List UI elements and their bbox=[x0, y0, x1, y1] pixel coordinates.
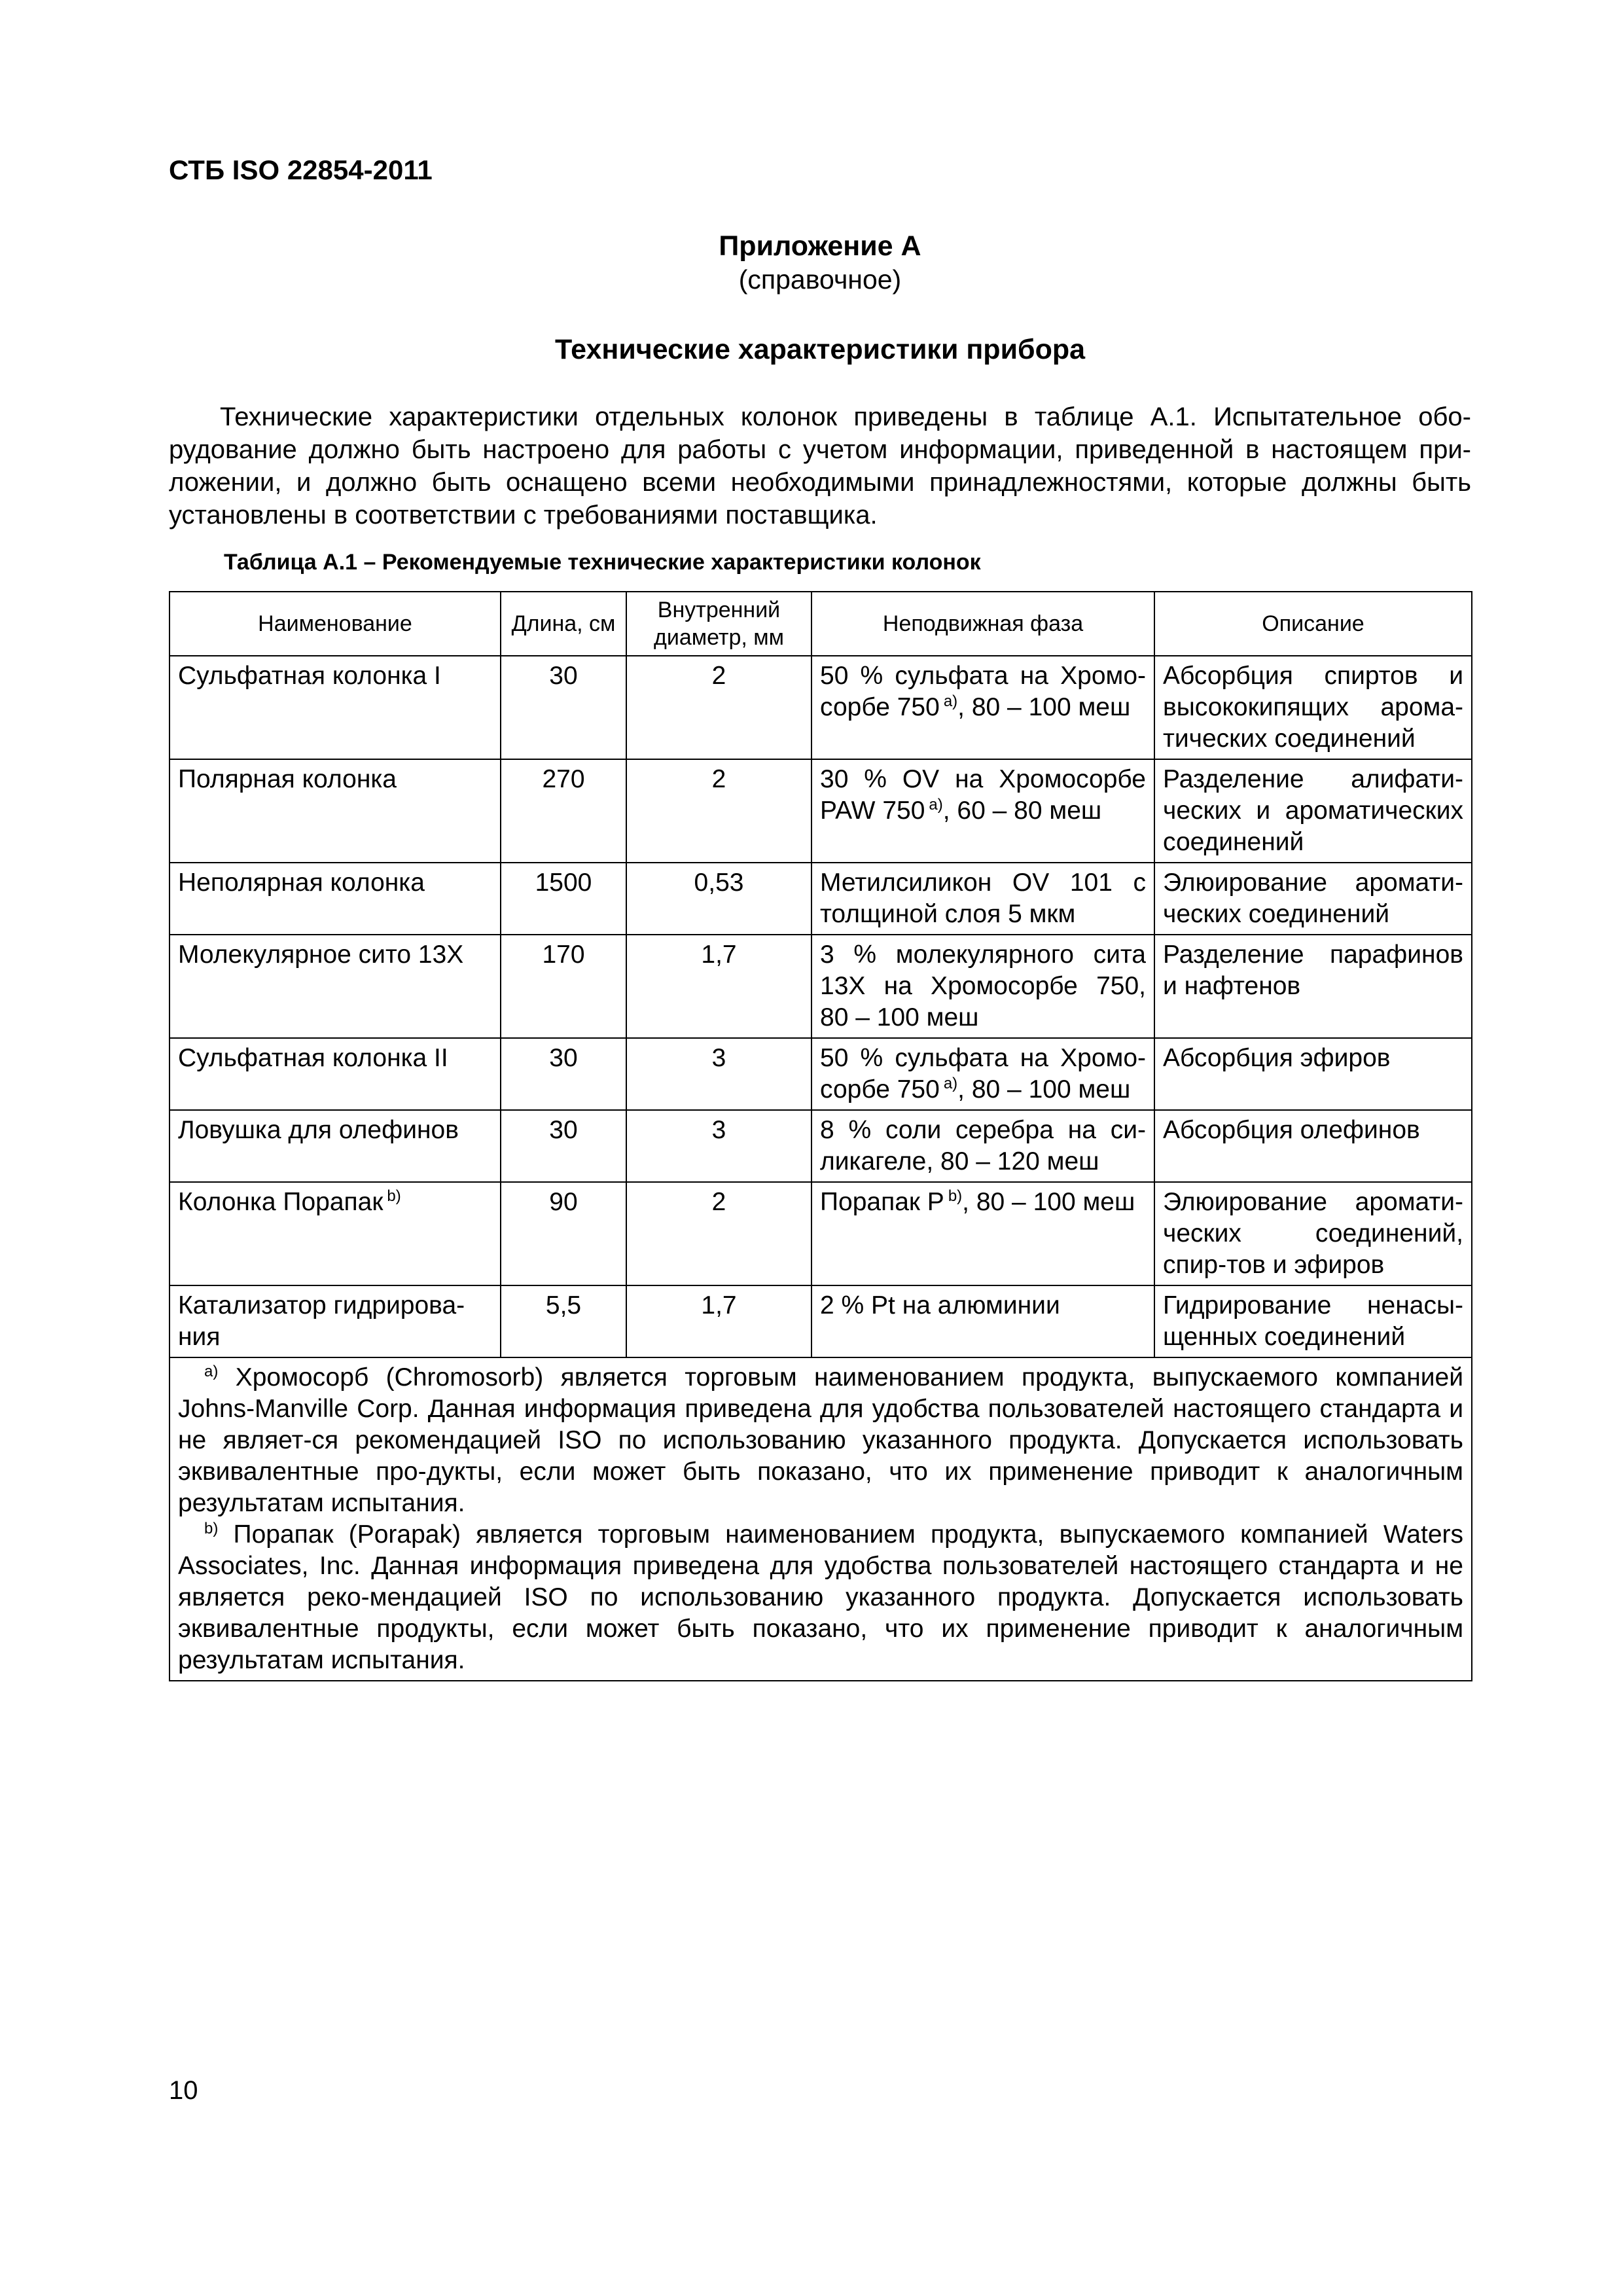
table-row bbox=[169, 1182, 1472, 1285]
section-title: Технические характеристики прибора bbox=[554, 334, 1086, 365]
cell-phase: Порапак P $^{b)}$, 80 – 100 меш bbox=[812, 1182, 1154, 1285]
note-b-text: Порапак (Porapak) является торговым наименованием продукта, выпускаемого компанией Waters Associates, Inc. Данная информация приведена для удобства пользователей настоящего стандарта и не является реко-мендацией ISO по использованию указанного продукта. Допускается использовать эквивалентные продукты, если может быть показано, что их применение приводит к аналогичным результатам испытания. bbox=[178, 1520, 1463, 1674]
table-notes bbox=[169, 1357, 1472, 1681]
table-header-row bbox=[169, 592, 1472, 656]
cell-description: Абсорбция эфиров bbox=[1154, 1038, 1472, 1110]
footnote-mark: a) bbox=[929, 796, 943, 814]
table-notes-row bbox=[169, 1357, 1472, 1681]
header-phase: Неподвижная фаза bbox=[812, 592, 1154, 656]
cell-length: 270 bbox=[501, 759, 626, 863]
cell-phase: 50 % сульфата на Хромо-сорбе 750 $^{a)}$, 80 – 100 меш bbox=[812, 1038, 1154, 1110]
table-body bbox=[169, 656, 1472, 1357]
cell-diameter: 2 bbox=[626, 1182, 812, 1285]
cell-name: Молекулярное сито 13X bbox=[169, 935, 501, 1038]
cell-length: 1500 bbox=[501, 863, 626, 935]
cell-length: 30 bbox=[501, 1110, 626, 1182]
cell-description: Разделение парафинов и нафтенов bbox=[1154, 935, 1472, 1038]
header-diameter: Внутренний диаметр, мм bbox=[626, 592, 812, 656]
footnote-mark: b) bbox=[948, 1187, 963, 1205]
cell-diameter: 2 bbox=[626, 656, 812, 759]
cell-description: Разделение алифати-ческих и ароматических соединений bbox=[1154, 759, 1472, 863]
table-row bbox=[169, 1285, 1472, 1357]
note-b bbox=[178, 1519, 1463, 1676]
cell-diameter: 3 bbox=[626, 1110, 812, 1182]
columns-spec-table bbox=[169, 591, 1472, 1681]
document-code: СТБ ISO 22854-2011 bbox=[169, 154, 433, 185]
cell-diameter: 1,7 bbox=[626, 935, 812, 1038]
cell-description: Элюирование аромати-ческих соединений bbox=[1154, 863, 1472, 935]
header-description: Описание bbox=[1154, 592, 1472, 656]
intro-line: Технические характеристики отдельных колонок приведены в таблице А.1. Испытательное обо- bbox=[220, 403, 1471, 431]
cell-phase: 3 % молекулярного сита 13X на Хромосорбе 750, 80 – 100 меш bbox=[812, 935, 1154, 1038]
cell-name: Полярная колонка bbox=[169, 759, 501, 863]
cell-name: Неполярная колонка bbox=[169, 863, 501, 935]
cell-name: Ловушка для олефинов bbox=[169, 1110, 501, 1182]
cell-length: 5,5 bbox=[501, 1285, 626, 1357]
intro-paragraph bbox=[169, 401, 1471, 531]
intro-line: установлены в соответствии с требованиями поставщика. bbox=[169, 501, 878, 529]
header-name: Наименование bbox=[169, 592, 501, 656]
intro-line: рудование должно быть настроено для работы с учетом информации, приведенной в настоящем при- bbox=[169, 435, 1471, 464]
cell-description: Гидрирование ненасы-щенных соединений bbox=[1154, 1285, 1472, 1357]
note-a bbox=[178, 1362, 1463, 1519]
cell-name: Колонка Порапак $^{b)}$ bbox=[169, 1182, 501, 1285]
cell-length: 90 bbox=[501, 1182, 626, 1285]
cell-name: Сульфатная колонка I bbox=[169, 656, 501, 759]
note-a-text: Хромосорб (Chromosorb) является торговым наименованием продукта, выпускаемого компанией Johns-Manville Corp. Данная информация приведена для удобства пользователей настоящего стандарта и не являет-ся рекомендацией ISO по использованию указанного продукта. Допускается использовать эквивалентные про-дукты, если может быть показано, что их применение приводит к аналогичным результатам испытания. bbox=[178, 1363, 1463, 1517]
annex-subtitle: (справочное) bbox=[738, 264, 902, 295]
table-row bbox=[169, 656, 1472, 759]
note-a-mark: a) bbox=[204, 1363, 219, 1380]
annex-title: Приложение А bbox=[719, 230, 921, 262]
footnote-mark: a) bbox=[943, 692, 958, 710]
cell-diameter: 3 bbox=[626, 1038, 812, 1110]
cell-diameter: 1,7 bbox=[626, 1285, 812, 1357]
table-row bbox=[169, 1110, 1472, 1182]
cell-name: Катализатор гидрирова-ния bbox=[169, 1285, 501, 1357]
cell-length: 30 bbox=[501, 656, 626, 759]
cell-phase: 30 % OV на Хромосорбе PAW 750 $^{a)}$, 60 – 80 меш bbox=[812, 759, 1154, 863]
note-b-mark: b) bbox=[204, 1520, 219, 1537]
cell-phase: 2 % Pt на алюминии bbox=[812, 1285, 1154, 1357]
intro-line: ложении, и должно быть оснащено всеми необходимыми принадлежностями, которые должны быть bbox=[169, 468, 1471, 497]
table-row bbox=[169, 759, 1472, 863]
cell-description: Элюирование аромати-ческих соединений, спир-тов и эфиров bbox=[1154, 1182, 1472, 1285]
cell-length: 170 bbox=[501, 935, 626, 1038]
cell-name: Сульфатная колонка II bbox=[169, 1038, 501, 1110]
cell-length: 30 bbox=[501, 1038, 626, 1110]
cell-diameter: 0,53 bbox=[626, 863, 812, 935]
cell-description: Абсорбция спиртов и высококипящих арома-тических соединений bbox=[1154, 656, 1472, 759]
table-row bbox=[169, 935, 1472, 1038]
page-number: 10 bbox=[169, 2076, 198, 2105]
cell-description: Абсорбция олефинов bbox=[1154, 1110, 1472, 1182]
table-row bbox=[169, 863, 1472, 935]
cell-phase: Метилсиликон OV 101 с толщиной слоя 5 мкм bbox=[812, 863, 1154, 935]
cell-phase: 8 % соли серебра на си-ликагеле, 80 – 120 меш bbox=[812, 1110, 1154, 1182]
footnote-mark: b) bbox=[387, 1187, 401, 1205]
header-length: Длина, см bbox=[501, 592, 626, 656]
footnote-mark: a) bbox=[943, 1075, 958, 1092]
cell-diameter: 2 bbox=[626, 759, 812, 863]
table-caption: Таблица А.1 – Рекомендуемые технические характеристики колонок bbox=[224, 550, 981, 575]
cell-phase: 50 % сульфата на Хромо-сорбе 750 $^{a)}$, 80 – 100 меш bbox=[812, 656, 1154, 759]
table-row bbox=[169, 1038, 1472, 1110]
